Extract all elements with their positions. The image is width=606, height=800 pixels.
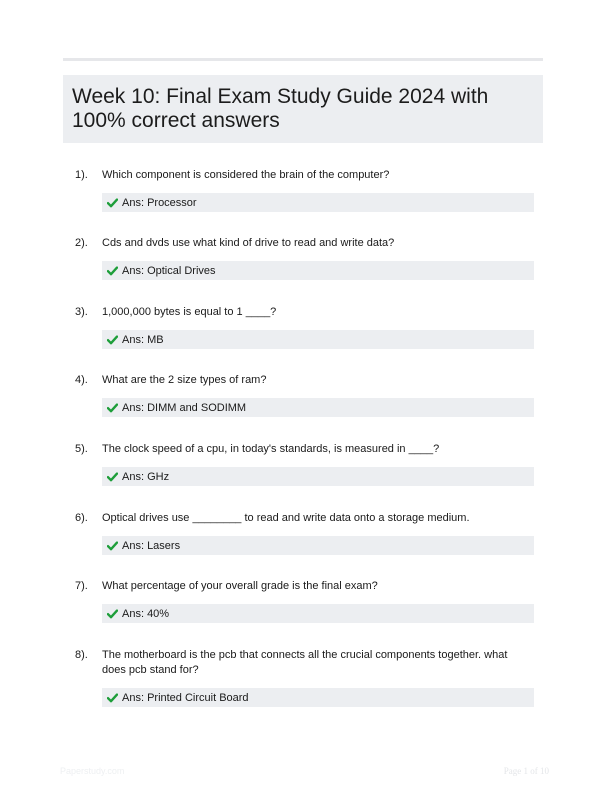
answer-text: Ans: MB [122, 333, 164, 346]
answer-box [102, 398, 534, 417]
question-number: 8). [75, 649, 88, 661]
question-number: 1). [75, 169, 88, 181]
answer-box [102, 330, 534, 349]
answer-box [102, 193, 534, 212]
question-text: What are the 2 size types of ram? [102, 374, 267, 386]
answer-box [102, 604, 534, 623]
answer-text: Ans: Printed Circuit Board [122, 691, 249, 704]
title-banner [63, 75, 543, 143]
question-text: Which component is considered the brain of the computer? [102, 169, 390, 181]
footer-watermark: Paperstudy.com [60, 766, 125, 776]
question-number: 6). [75, 512, 88, 524]
answer-text: Ans: Processor [122, 196, 197, 209]
answer-text: Ans: Optical Drives [122, 264, 216, 277]
question-text: 1,000,000 bytes is equal to 1 ____? [102, 306, 277, 318]
question-number: 3). [75, 306, 88, 318]
check-icon [107, 609, 118, 619]
question-text: Optical drives use ________ to read and write data onto a storage medium. [102, 512, 470, 524]
check-icon [107, 266, 118, 276]
answer-text: Ans: 40% [122, 607, 170, 620]
question-text: The motherboard is the pcb that connects all the crucial components together. what does pcb stand for? [102, 649, 508, 676]
page-number: Page 1 of 10 [503, 766, 549, 776]
question-text: The clock speed of a cpu, in today's standards, is measured in ____? [102, 443, 440, 455]
answer-box [102, 261, 534, 280]
page-title: Week 10: Final Exam Study Guide 2024 with 100% correct answers [72, 85, 489, 132]
answer-text: Ans: DIMM and SODIMM [122, 401, 247, 414]
check-icon [107, 472, 118, 482]
top-divider [63, 58, 543, 61]
question-number: 2). [75, 237, 88, 249]
question-text: Cds and dvds use what kind of drive to read and write data? [102, 237, 395, 249]
check-icon [107, 541, 118, 551]
question-text: What percentage of your overall grade is the final exam? [102, 580, 378, 592]
check-icon [107, 335, 118, 345]
answer-text: Ans: GHz [122, 470, 170, 483]
answer-box [102, 536, 534, 555]
question-number: 5). [75, 443, 88, 455]
check-icon [107, 198, 118, 208]
check-icon [107, 693, 118, 703]
answer-text: Ans: Lasers [122, 539, 181, 552]
answer-box [102, 688, 534, 707]
answer-box [102, 467, 534, 486]
question-number: 7). [75, 580, 88, 592]
question-number: 4). [75, 374, 88, 386]
check-icon [107, 403, 118, 413]
